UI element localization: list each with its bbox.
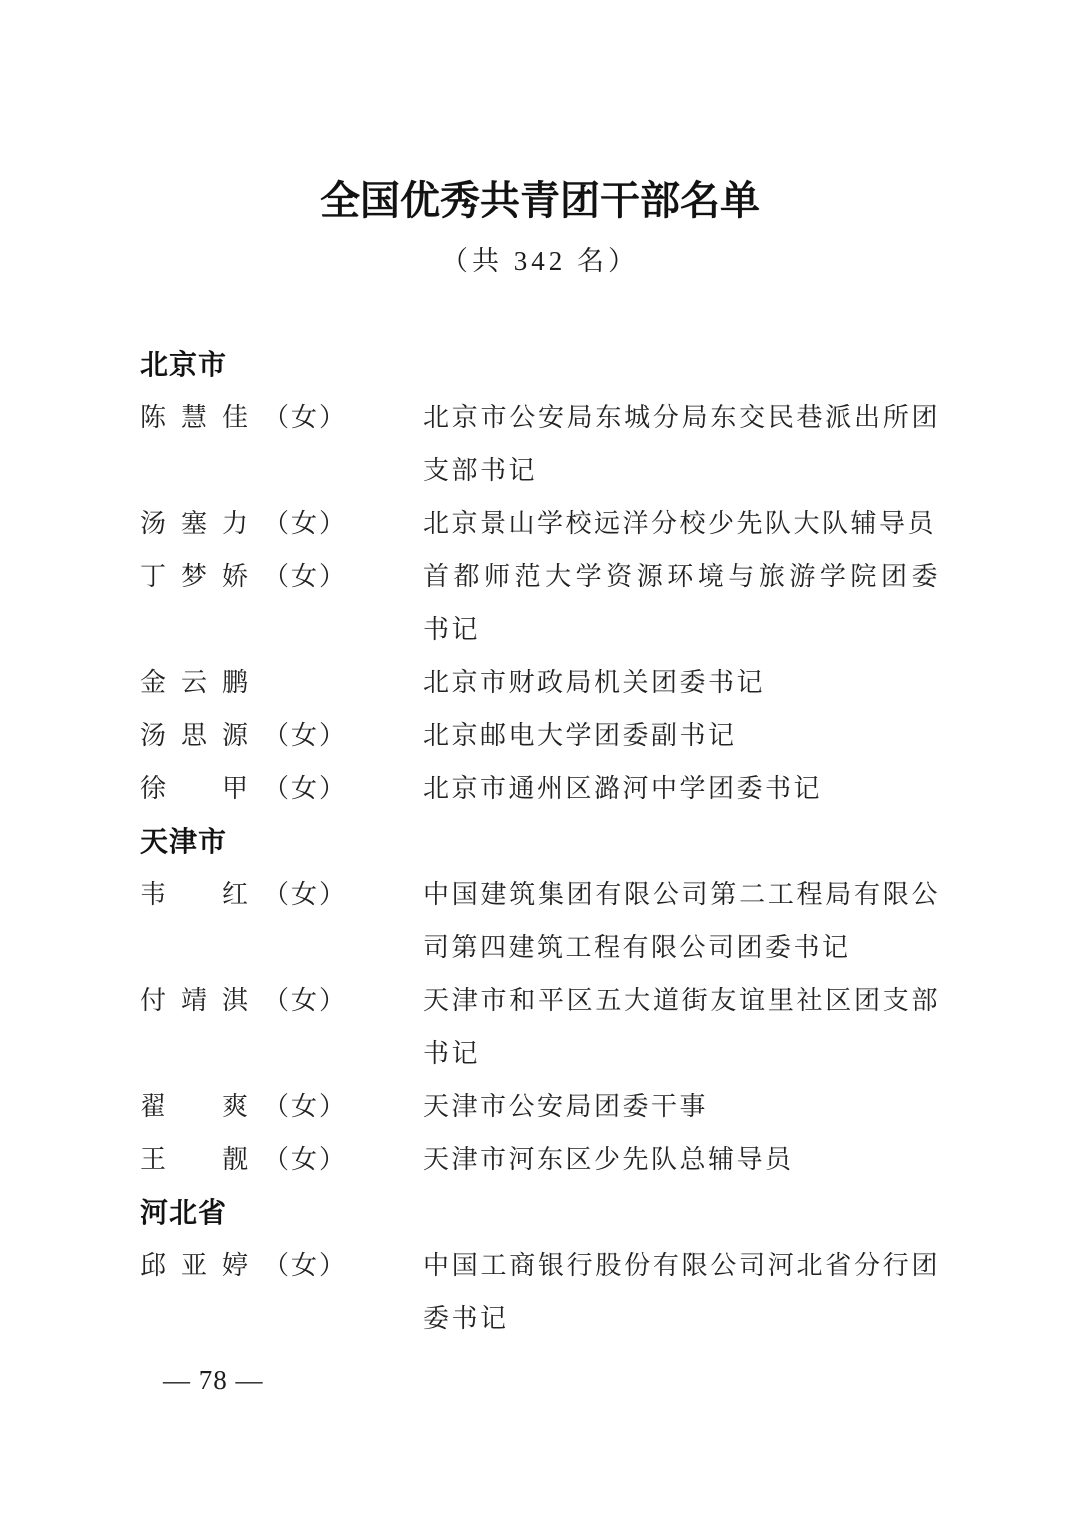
entry-name-column [140, 550, 423, 603]
person-name: 王 靓 [140, 1145, 264, 1174]
entry-name-column [140, 762, 423, 815]
gender-note: （女） [263, 562, 348, 591]
subtitle: （共 342 名） [441, 246, 639, 276]
person-name: 汤塞力 [140, 509, 264, 538]
entry-name-column [140, 1080, 423, 1133]
section-header: 天津市 [140, 826, 228, 857]
section-header: 北京市 [140, 349, 228, 380]
gender-note: （女） [263, 509, 348, 538]
roster-entry [140, 497, 940, 550]
entry-position: 天津市公安局团委干事 [423, 1092, 709, 1121]
roster-entry [140, 974, 940, 1080]
section-header: 河北省 [140, 1197, 228, 1228]
entry-name-column [140, 1239, 423, 1292]
entry-position: 中国建筑集团有限公司第二工程局有限公司第四建筑工程有限公司团委书记 [423, 880, 940, 962]
roster-entry [140, 391, 940, 497]
roster-entry [140, 1133, 940, 1186]
entry-position: 中国工商银行股份有限公司河北省分行团委书记 [423, 1251, 940, 1333]
gender-note: （女） [263, 721, 348, 750]
gender-note: （女） [263, 1092, 348, 1121]
roster-entry [140, 550, 940, 656]
roster-entry [140, 709, 940, 762]
roster-list [140, 338, 940, 1345]
roster-entry [140, 1080, 940, 1133]
gender-note: （女） [263, 880, 348, 909]
entry-name-column [140, 391, 423, 444]
page-number: — 78 — [163, 1365, 264, 1395]
gender-note: （女） [263, 403, 348, 432]
person-name: 邱亚婷 [140, 1251, 264, 1280]
gender-note: （女） [263, 774, 348, 803]
person-name: 付靖淇 [140, 986, 264, 1015]
entry-position: 天津市和平区五大道街友谊里社区团支部书记 [423, 986, 940, 1068]
person-name: 翟 爽 [140, 1092, 264, 1121]
entry-name-column [140, 868, 423, 921]
entry-position: 北京邮电大学团委副书记 [423, 721, 737, 750]
roster-entry [140, 868, 940, 974]
entry-name-column [140, 974, 423, 1027]
page-title: 全国优秀共青团干部名单 [320, 178, 760, 223]
roster-entry [140, 1239, 940, 1345]
gender-note: （女） [263, 1145, 348, 1174]
person-name: 徐 甲 [140, 774, 264, 803]
person-name: 陈慧佳 [140, 403, 264, 432]
entry-name-column [140, 497, 423, 550]
entry-position: 天津市河东区少先队总辅导员 [423, 1145, 794, 1174]
entry-name-column [140, 1133, 423, 1186]
entry-name-column [140, 656, 423, 709]
person-name: 金云鹏 [140, 668, 264, 697]
entry-position: 北京市通州区潞河中学团委书记 [423, 774, 823, 803]
person-name: 韦 红 [140, 880, 264, 909]
entry-position: 首都师范大学资源环境与旅游学院团委书记 [423, 562, 940, 644]
gender-note: （女） [263, 1251, 348, 1280]
entry-position: 北京景山学校远洋分校少先队大队辅导员 [423, 509, 937, 538]
roster-entry [140, 656, 940, 709]
roster-entry [140, 762, 940, 815]
entry-position: 北京市财政局机关团委书记 [423, 668, 766, 697]
person-name: 汤思源 [140, 721, 264, 750]
person-name: 丁梦娇 [140, 562, 264, 591]
entry-name-column [140, 709, 423, 762]
entry-position: 北京市公安局东城分局东交民巷派出所团支部书记 [423, 403, 940, 485]
gender-note: （女） [263, 986, 348, 1015]
